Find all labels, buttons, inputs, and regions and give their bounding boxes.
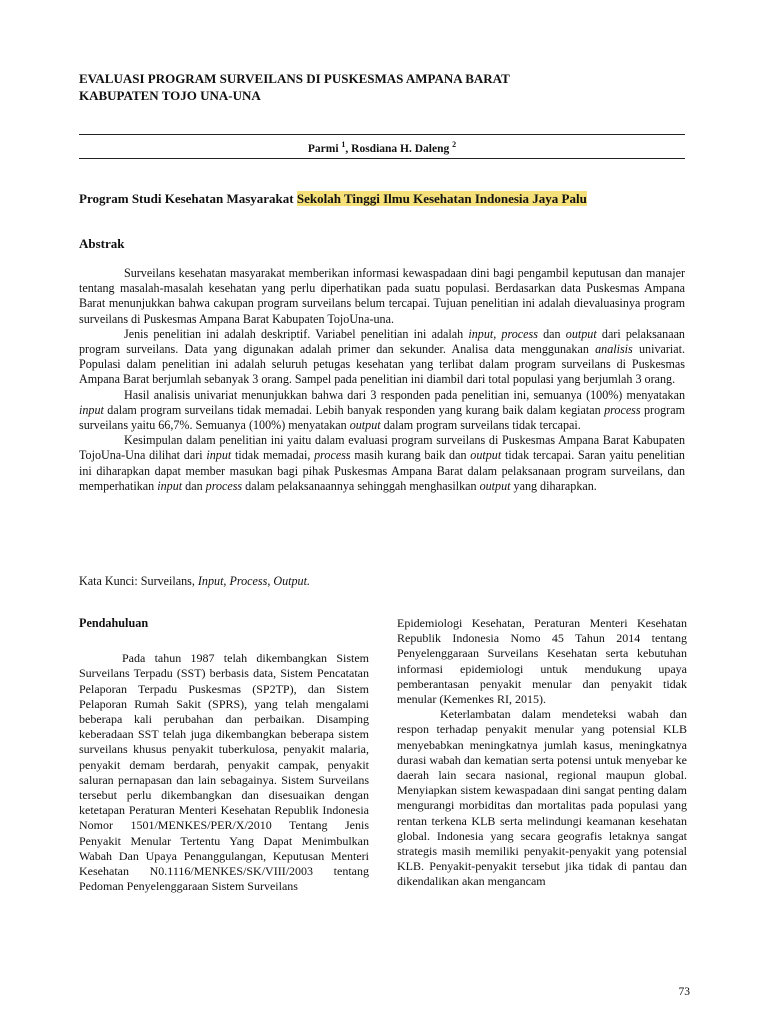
text-run: dalam pelaksanaannya sehinggah menghasilkan (242, 478, 480, 493)
paper-title (79, 70, 679, 104)
text-run: dari pelaksanaan program surveilans. Data yang digunakan adalah primer dan sekunder. Analisa data menggunakan (79, 326, 685, 357)
text-run: yang diharapkan. (510, 478, 597, 493)
italic-run: output (470, 448, 502, 463)
text-run: program surveilans yaitu 66,7%. Semuanya (100%) menyatakan (79, 402, 685, 433)
italic-run: output (349, 418, 381, 433)
abstract-paragraph-3 (79, 388, 685, 434)
abstract-paragraph-2 (79, 327, 685, 388)
right-column (397, 616, 687, 890)
left-column (79, 616, 369, 894)
author-2-affil-mark: 2 (452, 140, 457, 149)
abstract-heading: Abstrak (79, 236, 125, 251)
top-rule (79, 134, 685, 135)
text-run: Kesimpulan dalam penelitian ini yaitu dalam evaluasi program surveilans di Puskesmas Ampana Barat Kabupaten TojoUna-Una dilihat dari (79, 433, 685, 463)
bottom-rule (79, 158, 685, 159)
text-run: dan (182, 478, 206, 493)
abstract-paragraph-1: Surveilans kesehatan masyarakat memberikan informasi kewaspadaan dini bagi pengambil keputusan dan manajer tentang masalah-masalah kesehatan yang perlu diperhatikan pada suatu populasi. Berdasarkan data Puskesmas Ampana Barat menunjukkan bahwa cakupan program surveilans belum tercapai. Tujuan penelitian ini adalah dievaluasinya program surveilans di Puskesmas Ampana Barat Kabupaten TojoUna-una. (79, 266, 685, 326)
text-run: tidak memadai, (231, 448, 315, 463)
authors-line (79, 137, 685, 157)
italic-run: analisis (595, 342, 633, 357)
author-separator: , (345, 142, 352, 155)
text-run: dan (537, 326, 566, 341)
affiliation (79, 190, 699, 207)
right-column-paragraph-2: Keterlambatan dalam mendeteksi wabah dan respon terhadap penyakit menular yang potensial KLB menyebabkan meningkatnya jumlah kasus, meningkatnya durasi wabah dan kematian serta potensi untuk menyebar ke daerah lain secara nasional, regional maupun global. Menyiapkan sistem kewaspadaan dini sangat penting dalam mengurangi morbiditas dan mortalitas pada populasi yang rentan terkena KLB serta melindungi keamanan kesehatan global. Indonesia yang secara geografis letaknya sangat strategis masih memiliki penyakit-penyakit yang potensial KLB. Penyakit-penyakit tersebut jika tidak di pantau dan dikendalikan akan mengancam (397, 707, 687, 889)
italic-run: input (206, 448, 232, 463)
italic-run: input (157, 478, 183, 493)
affiliation-program: Program Studi Kesehatan Masyarakat (79, 191, 297, 206)
italic-run: input, process (468, 326, 538, 341)
section-heading-pendahuluan: Pendahuluan (79, 616, 149, 630)
text-run: Jenis penelitian ini adalah deskriptif. Variabel penelitian ini adalah (124, 326, 469, 341)
author-1-affil-mark: 1 (341, 140, 346, 149)
page-number: 73 (678, 986, 690, 998)
italic-run: process (205, 478, 243, 493)
affiliation-institution-highlighted: Sekolah Tinggi Ilmu Kesehatan Indonesia Jaya Palu (296, 191, 587, 206)
text-run: dalam program surveilans tidak tercapai. (380, 418, 581, 433)
right-column-paragraph-1: Epidemiologi Kesehatan, Peraturan Menteri Kesehatan Republik Indonesia Nomo 45 Tahun 2014 tentang Penyelenggaraan Surveilans Kesehatan serta kebutuhan informasi epidemiologi untuk mendukung upaya pemberantasan penyakit menular dan penyakit tidak menular (Kemenkes RI, 2015). (397, 616, 687, 707)
italic-run: process (604, 402, 641, 417)
abstract-paragraph-4 (79, 433, 685, 494)
author-2: Rosdiana H. Daleng (351, 142, 453, 155)
text-run: dalam program surveilans tidak memadai. Lebih banyak responden yang kurang baik dalam kegiatan (103, 402, 605, 417)
title-line-2: KABUPATEN TOJO UNA-UNA (79, 88, 261, 103)
keywords-label: Kata Kunci: Surveilans, (79, 574, 198, 588)
italic-run: process (314, 448, 351, 463)
keywords (79, 574, 310, 589)
text-run: tidak tercapai. Saran yaitu penelitian ini diharapkan dapat member masukan bagi pihak Puskesmas Ampana Barat dalam pelaksanaan program surveilans, dan memperhatikan (79, 448, 685, 493)
italic-run: output (479, 478, 511, 493)
text-run: Hasil analisis univariat menunjukkan bahwa dari 3 responden pada penelitian ini, semuanya (100%) menyatakan (124, 387, 685, 402)
italic-run: input (79, 402, 104, 417)
title-line-1: EVALUASI PROGRAM SURVEILANS DI PUSKESMAS AMPANA BARAT (79, 71, 510, 86)
text-run: masih kurang baik dan (350, 448, 471, 463)
text-run: univariat. Populasi dalam penelitian ini adalah seluruh petugas kesehatan yang terlibat dalam program surveilans di Puskesmas Ampana Barat berjumlah sebanyak 3 orang. Sampel pada penelitian ini diambil dari total populasi yang berjumlah 3 orang. (79, 342, 685, 387)
author-1: Parmi (307, 142, 342, 155)
abstract-body (79, 266, 685, 494)
left-column-paragraph: Pada tahun 1987 telah dikembangkan Sistem Surveilans Terpadu (SST) berbasis data, Sistem Pencatatan Pelaporan Terpadu Puskesmas (SP2TP), dan Sistem Pelaporan Rumah Sakit (SPRS), yang telah mengalami beberapa kali perubahan dan perbaikan. Disamping keberadaan SST telah juga dikembangkan beberapa sistem surveilans khusus penyakit tuberkulosa, penyakit malaria, penyakit demam berdarah, penyakit campak, penyakit saluran pernapasan dan lain sebagainya. Sistem Surveilans tersebut perlu dikembangkan dan disesuaikan dengan ketetapan Peraturan Menteri Kesehatan Republik Indonesia Nomor 1501/MENKES/PER/X/2010 Tentang Jenis Penyakit Menular Tertentu Yang Dapat Menimbulkan Wabah Dan Upaya Penanggulangan, Keputusan Menteri Kesehatan N0.1116/MENKES/SK/VIII/2003 tentang Pedoman Penyelenggaraan Sistem Surveilans (79, 651, 369, 894)
keywords-italic: Input, Process, Output. (197, 574, 310, 588)
italic-run: output (565, 326, 597, 341)
